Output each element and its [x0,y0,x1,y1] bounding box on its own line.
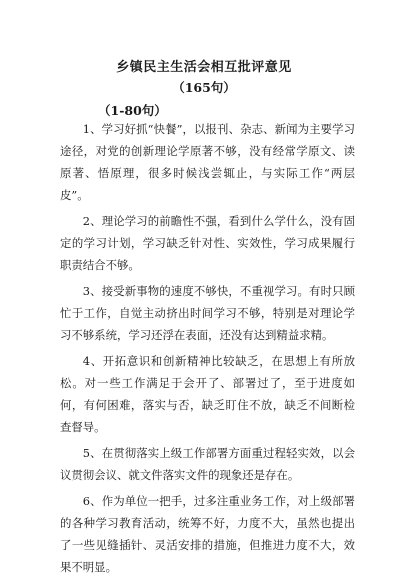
paragraph-6: 6、作为单位一把手，过多注重业务工作，对上级部署的各种学习教育活动，统筹不好，力度不大，虽然也提出了一些见缝插针、灵活安排的措施，但推进力度不大，效果不明显。 [60,494,355,574]
document-subtitle: （165句） [172,80,236,95]
paragraph-1: 1、学习好抓“快餐”，以报刊、杂志、新闻为主要学习途径，对党的创新理论学原著不够，没有经常学原文、读原著、悟原理，很多时候浅尝辄止，与实际工作“两层皮”。 [60,122,355,202]
paragraph-2: 2、理论学习的前瞻性不强，看到什么学什么，没有固定的学习计划，学习缺乏针对性、实效性，学习成果履行职责结合不够。 [60,214,355,272]
document-title: 乡镇民主生活会相互批评意见 [116,60,292,75]
paragraph-3: 3、接受新事物的速度不够快，不重视学习。有时只顾忙于工作，自觉主动挤出时间学习不够，特别是对理论学习不够系统，学习还浮在表面，还没有达到精益求精。 [60,284,355,342]
document-body [60,118,355,582]
paragraph-5: 5、在贯彻落实上级工作部署方面重过程轻实效，以会议贯彻会议、就文件落实文件的现象还是存在。 [60,446,355,482]
paragraph-4: 4、开拓意识和创新精神比较缺乏，在思想上有所放松。对一些工作满足于会开了、部署过了，至于进度如何，有何困难，落实与否，缺乏盯住不放，缺乏不间断检查督导。 [60,354,355,434]
section-heading: （1-80句） [98,103,167,118]
